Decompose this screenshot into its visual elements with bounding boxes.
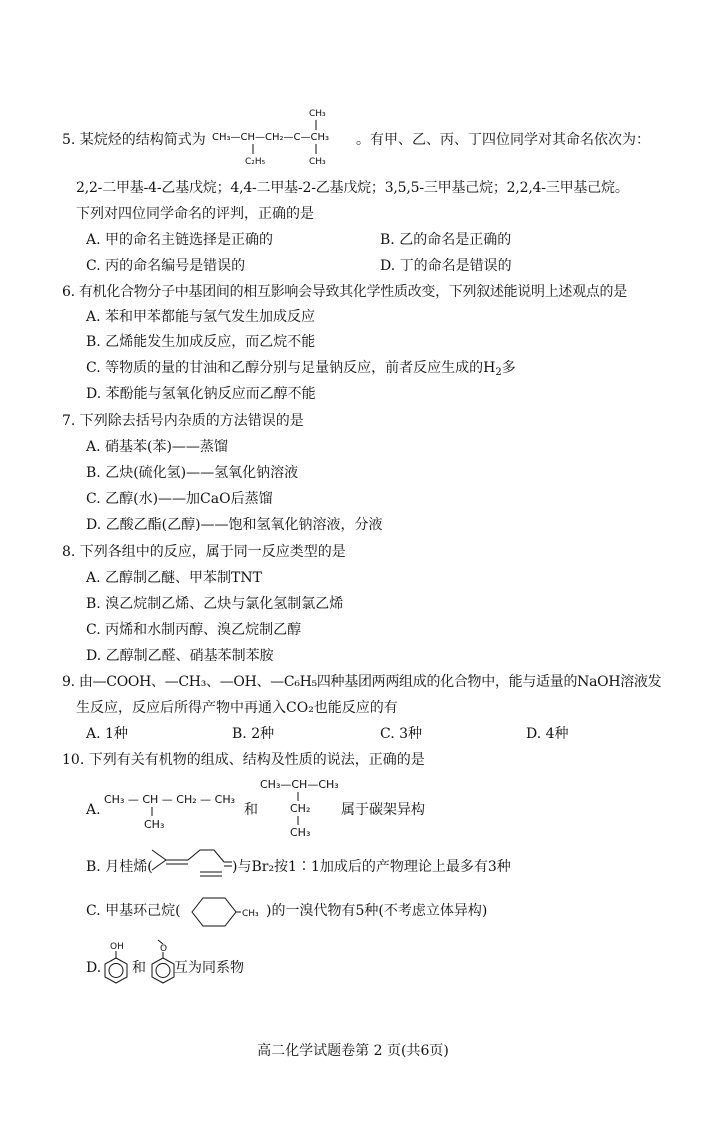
q7-option-d: D. 乙酸乙酯(乙醇)——饱和氢氧化钠溶液，分液 (86, 517, 383, 533)
q9-option-d: D. 4种 (526, 726, 569, 742)
q10-a-f2-bot: CH₃ (290, 826, 311, 839)
q10-option-c-pre: C. 甲基环己烷( (86, 903, 181, 919)
q5-prompt: 下列对四位同学命名的评判，正确的是 (76, 206, 314, 222)
q8-option-d: D. 乙醇制乙醛、硝基苯制苯胺 (86, 648, 274, 664)
q10-option-d-and: 和 (132, 960, 146, 976)
q8-option-b: B. 溴乙烷制乙烯、乙炔与氯化氢制氯乙烯 (86, 596, 344, 612)
q7-option-c: C. 乙醇(水)——加CaO后蒸馏 (86, 491, 273, 507)
q5-formula-top-ch3: CH₃ (309, 109, 326, 119)
page-footer: 高二化学试题卷第 2 页(共6页) (257, 1043, 449, 1059)
phenol-skeletal-structure (100, 940, 134, 988)
q10-a-formula-butane (104, 786, 249, 830)
q6-option-a: A. 苯和甲苯都能与氢气发生加成反应 (86, 309, 316, 325)
q10-a-formula-branched (260, 776, 350, 840)
q6-option-c: C. 等物质的量的甘油和乙醇分别与足量钠反应，前者反应生成的$H_2$多 (86, 360, 516, 378)
q10-option-a-tail: 属于碳架异构 (341, 802, 425, 818)
q8-option-c: C. 丙烯和水制丙醇、溴乙烷制乙醇 (86, 622, 302, 638)
q5-option-b: B. 乙的命名是正确的 (380, 232, 512, 248)
q10-option-b-post: )与Br₂按1∶1加成后的产物理论上最多有3种 (232, 859, 511, 875)
q10-a-f2-mid: CH₂ (290, 802, 311, 815)
q5-option-d: D. 丁的命名是错误的 (380, 258, 512, 274)
q10-a-f1-sub: CH₃ (144, 818, 165, 831)
q7-option-a: A. 硝基苯(苯)——蒸馏 (86, 439, 228, 455)
q5-formula-main-chain: CH₃—CH—CH₂—C—CH₃ (212, 132, 330, 143)
q5-names: 2,2-二甲基-4-乙基戊烷；4,4-二甲基-2-乙基戊烷；3,5,5-三甲基己烷；2,2,4-三甲基己烷。 (76, 180, 629, 196)
q9-option-c: C. 3种 (380, 726, 423, 742)
q8-stem: 8. 下列各组中的反应，属于同一反应类型的是 (62, 544, 346, 560)
q7-stem: 7. 下列除去括号内杂质的方法错误的是 (62, 413, 304, 429)
q5-stem-tail: 。有甲、乙、丙、丁四位同学对其命名依次为： (356, 132, 650, 148)
q6-stem: 6. 有机化合物分子中基团间的相互影响会导致其化学性质改变，下列叙述能说明上述观点的是 (62, 284, 627, 300)
q10-option-d-label: D. (86, 960, 102, 976)
q6-option-b: B. 乙烯能发生加成反应，而乙烷不能 (86, 334, 316, 350)
q9-stem-cont: 生反应，反应后所得产物中再通入CO₂也能反应的有 (76, 700, 398, 716)
q10-option-c-post: )的一溴代物有5种(不考虑立体异构) (266, 903, 488, 919)
q5-option-a: A. 甲的命名主链选择是正确的 (86, 232, 274, 248)
q10-stem: 10. 下列有关有机物的组成、结构及性质的说法，正确的是 (62, 752, 425, 768)
q5-option-c: C. 丙的命名编号是错误的 (86, 258, 246, 274)
q10-option-a-label: A. (86, 802, 101, 818)
phenol-oh-label: OH (110, 942, 124, 952)
methylcyclohexane-skeletal-structure (184, 893, 266, 933)
q5-formula-sub-ethyl: C₂H₅ (245, 157, 266, 167)
myrcene-skeletal-structure (150, 846, 240, 886)
q10-option-b-pre: B. 月桂烯( (86, 859, 153, 875)
q9-stem: 9. 由—COOH、—CH₃、—OH、—C₆H₅四种基团两两组成的化合物中，能与适量的NaOH溶液发 (62, 674, 662, 690)
methylcyclohexane-ch3-label: CH₃ (242, 909, 259, 919)
q10-option-d-post: 互为同系物 (174, 960, 244, 976)
q7-option-b: B. 乙炔(硫化氢)——氢氧化钠溶液 (86, 465, 299, 481)
q10-a-f2-top: CH₃—CH—CH₃ (260, 778, 339, 791)
q10-option-a-and: 和 (244, 802, 258, 818)
anisole-o-label: O (160, 944, 168, 954)
q10-a-f1-main: CH₃ — CH — CH₂ — CH₃ (104, 793, 236, 806)
q5-structural-formula (212, 104, 362, 166)
q8-option-a: A. 乙醇制乙醚、甲苯制TNT (86, 570, 262, 586)
q5-formula-sub-methyl: CH₃ (309, 157, 326, 167)
q6-option-d: D. 苯酚能与氢氧化钠反应而乙醇不能 (86, 386, 316, 402)
q5-stem-lead: 5. 某烷烃的结构简式为 (62, 132, 206, 148)
q9-option-b: B. 2种 (232, 726, 275, 742)
q9-option-a: A. 1种 (86, 726, 128, 742)
